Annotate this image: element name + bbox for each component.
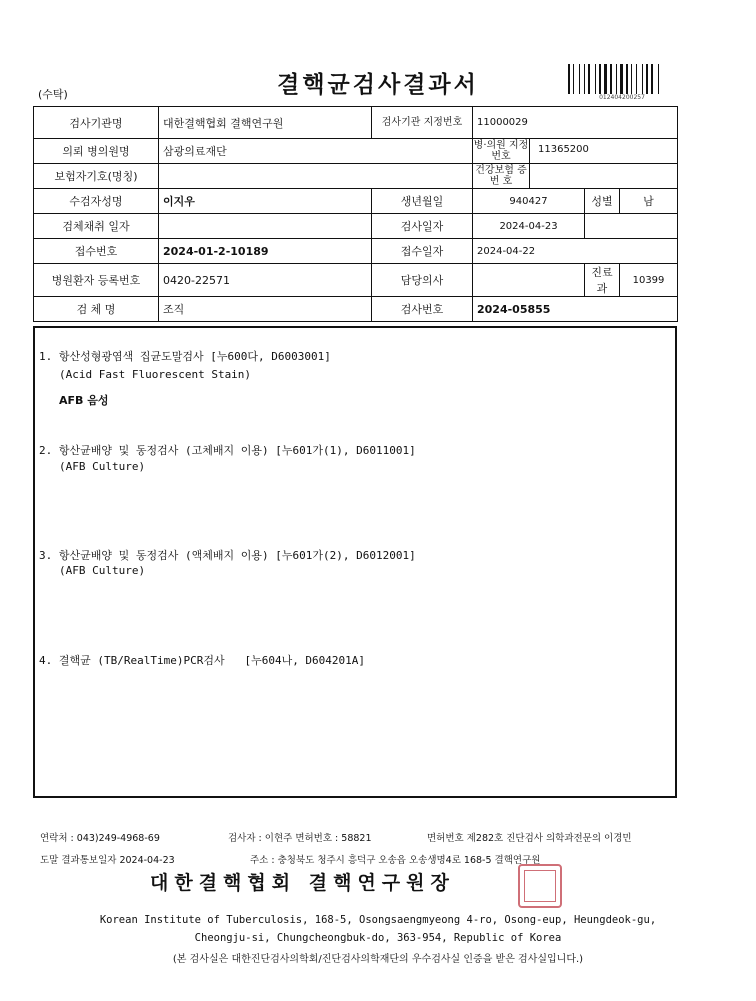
patient-label: 수검자성명 [34, 189, 159, 214]
barcode-bar [629, 64, 630, 94]
barcode-bar [610, 64, 612, 94]
barcode-bar [618, 64, 619, 94]
official-seal [518, 864, 562, 908]
result-1-title: 1. 항산성형광염색 집균도말검사 [누600다, D6003001] [39, 350, 331, 363]
barcode-bar [642, 64, 643, 94]
result-2-title: 2. 항산균배양 및 동정검사 (고체배지 이용) [누601가(1), D6011001] [39, 444, 416, 457]
sex-label: 성별 [585, 189, 620, 214]
barcode-bar [604, 64, 607, 94]
barcode-bar [660, 64, 661, 94]
clinic-no-value: 11365200 [538, 144, 589, 155]
barcode-bar [616, 64, 617, 94]
document-title: 결핵균검사결과서 [277, 71, 479, 98]
doctor-label: 담당의사 [372, 264, 473, 297]
dept-label: 진료과 [585, 264, 620, 297]
tester-info: 검사자 : 이현주 면허번호 : 58821 [228, 833, 372, 844]
health-ins-label: 건강보험 증 번 호 [473, 164, 530, 188]
specimen-label: 검 체 명 [34, 297, 159, 322]
barcode-bar [584, 64, 585, 94]
insured-value [159, 164, 473, 189]
agency-no-value: 11000029 [473, 107, 678, 139]
specimen-value: 조직 [159, 297, 372, 322]
barcode-bar [651, 64, 653, 94]
result-4-title: 4. 결핵균 (TB/RealTime)PCR검사 [누604나, D604201A] [39, 654, 366, 667]
barcode-bar [638, 64, 641, 94]
barcode-bar [595, 64, 596, 94]
report-date: 도말 결과통보일자 2024-04-23 [40, 855, 175, 866]
dob-value: 940427 [473, 189, 585, 214]
barcode-bar [608, 64, 609, 94]
result-1-subtitle: (Acid Fast Fluorescent Stain) [59, 368, 252, 381]
barcode-bar [597, 64, 598, 94]
barcode-bar [568, 64, 570, 94]
collect-date-label: 검체채취 일자 [34, 214, 159, 239]
specialist-info: 면허번호 제282호 진단검사 의학과전문의 이경민 [427, 833, 632, 844]
barcode-bar [573, 64, 574, 94]
barcode-bar [620, 64, 623, 94]
dob-label: 생년월일 [372, 189, 473, 214]
barcode-bar [626, 64, 628, 94]
barcode-bar [579, 64, 580, 94]
agency-no-label: 검사기관 지정번호 [372, 107, 473, 139]
receipt-label: (수탁) [38, 88, 68, 101]
barcode [568, 64, 676, 94]
doctor-value [473, 264, 585, 297]
contact-info: 연락처 : 043)249-4968-69 [40, 833, 160, 844]
client-label: 의뢰 병의원명 [34, 139, 159, 164]
barcode-bar [613, 64, 615, 94]
clinic-no-label: 병·의원 지정번호 [473, 140, 529, 162]
barcode-bar [649, 64, 650, 94]
barcode-bar [586, 64, 587, 94]
barcode-bar [571, 64, 572, 94]
lab-address: 주소 : 충청북도 청주시 흥덕구 오송읍 오송생명4로 168-5 결핵연구원 [250, 855, 541, 866]
barcode-bar [644, 64, 645, 94]
accession-label: 접수번호 [34, 239, 159, 264]
health-ins-value [530, 164, 546, 188]
barcode-bar [658, 64, 659, 94]
results-panel [33, 326, 677, 798]
certification-note: (본 검사실은 대한진단검사의학회/진단검사의학재단의 우수검사실 인증을 받은 검사실입니다.) [172, 954, 584, 965]
barcode-bar [654, 64, 657, 94]
client-value: 삼광의료재단 [159, 139, 473, 164]
result-3-title: 3. 항산균배양 및 동정검사 (액체배지 이용) [누601가(2), D6012001] [39, 549, 416, 562]
result-2-subtitle: (AFB Culture) [59, 460, 146, 473]
barcode-bar [646, 64, 648, 94]
institute-address-line-1: Korean Institute of Tuberculosis, 168-5, Osongsaengmyeong 4-ro, Osong-eup, Heungdeok-gu, [99, 914, 657, 926]
test-no-value: 2024-05855 [473, 297, 678, 322]
patient-value: 이지우 [159, 189, 372, 214]
barcode-bar [575, 64, 578, 94]
recv-date-value: 2024-04-22 [473, 239, 678, 264]
barcode-bar [591, 64, 594, 94]
barcode-bar [588, 64, 590, 94]
barcode-bar [631, 64, 632, 94]
patient-info-table [33, 106, 678, 322]
barcode-bar [636, 64, 637, 94]
test-date-value: 2024-04-23 [473, 214, 585, 239]
accession-value: 2024-01-2-10189 [159, 239, 372, 264]
registration-label: 병원환자 등록번호 [34, 264, 159, 297]
barcode-bar [599, 64, 601, 94]
agency-value: 대한결핵협회 결핵연구원 [159, 107, 372, 139]
collect-date-value [159, 214, 372, 239]
barcode-number: 012404200257 [599, 94, 645, 101]
recv-date-label: 접수일자 [372, 239, 473, 264]
test-date-label: 검사일자 [372, 214, 473, 239]
barcode-bar [624, 64, 625, 94]
sex-value: 남 [620, 189, 678, 214]
barcode-bar [602, 64, 603, 94]
agency-label: 검사기관명 [34, 107, 159, 139]
result-1-value: AFB 음성 [59, 394, 109, 407]
result-3-subtitle: (AFB Culture) [59, 564, 146, 577]
institute-name-korean: 대한결핵협회 결핵연구원장 [150, 872, 455, 894]
dept-value: 10399 [620, 264, 678, 297]
registration-value: 0420-22571 [159, 264, 372, 297]
barcode-bar [581, 64, 583, 94]
test-no-label: 검사번호 [372, 297, 473, 322]
insured-label: 보험자기호(명칭) [34, 164, 159, 189]
barcode-bar [633, 64, 635, 94]
institute-address-line-2: Cheongju-si, Chungcheongbuk-do, 363-954, Republic of Korea [194, 932, 562, 944]
